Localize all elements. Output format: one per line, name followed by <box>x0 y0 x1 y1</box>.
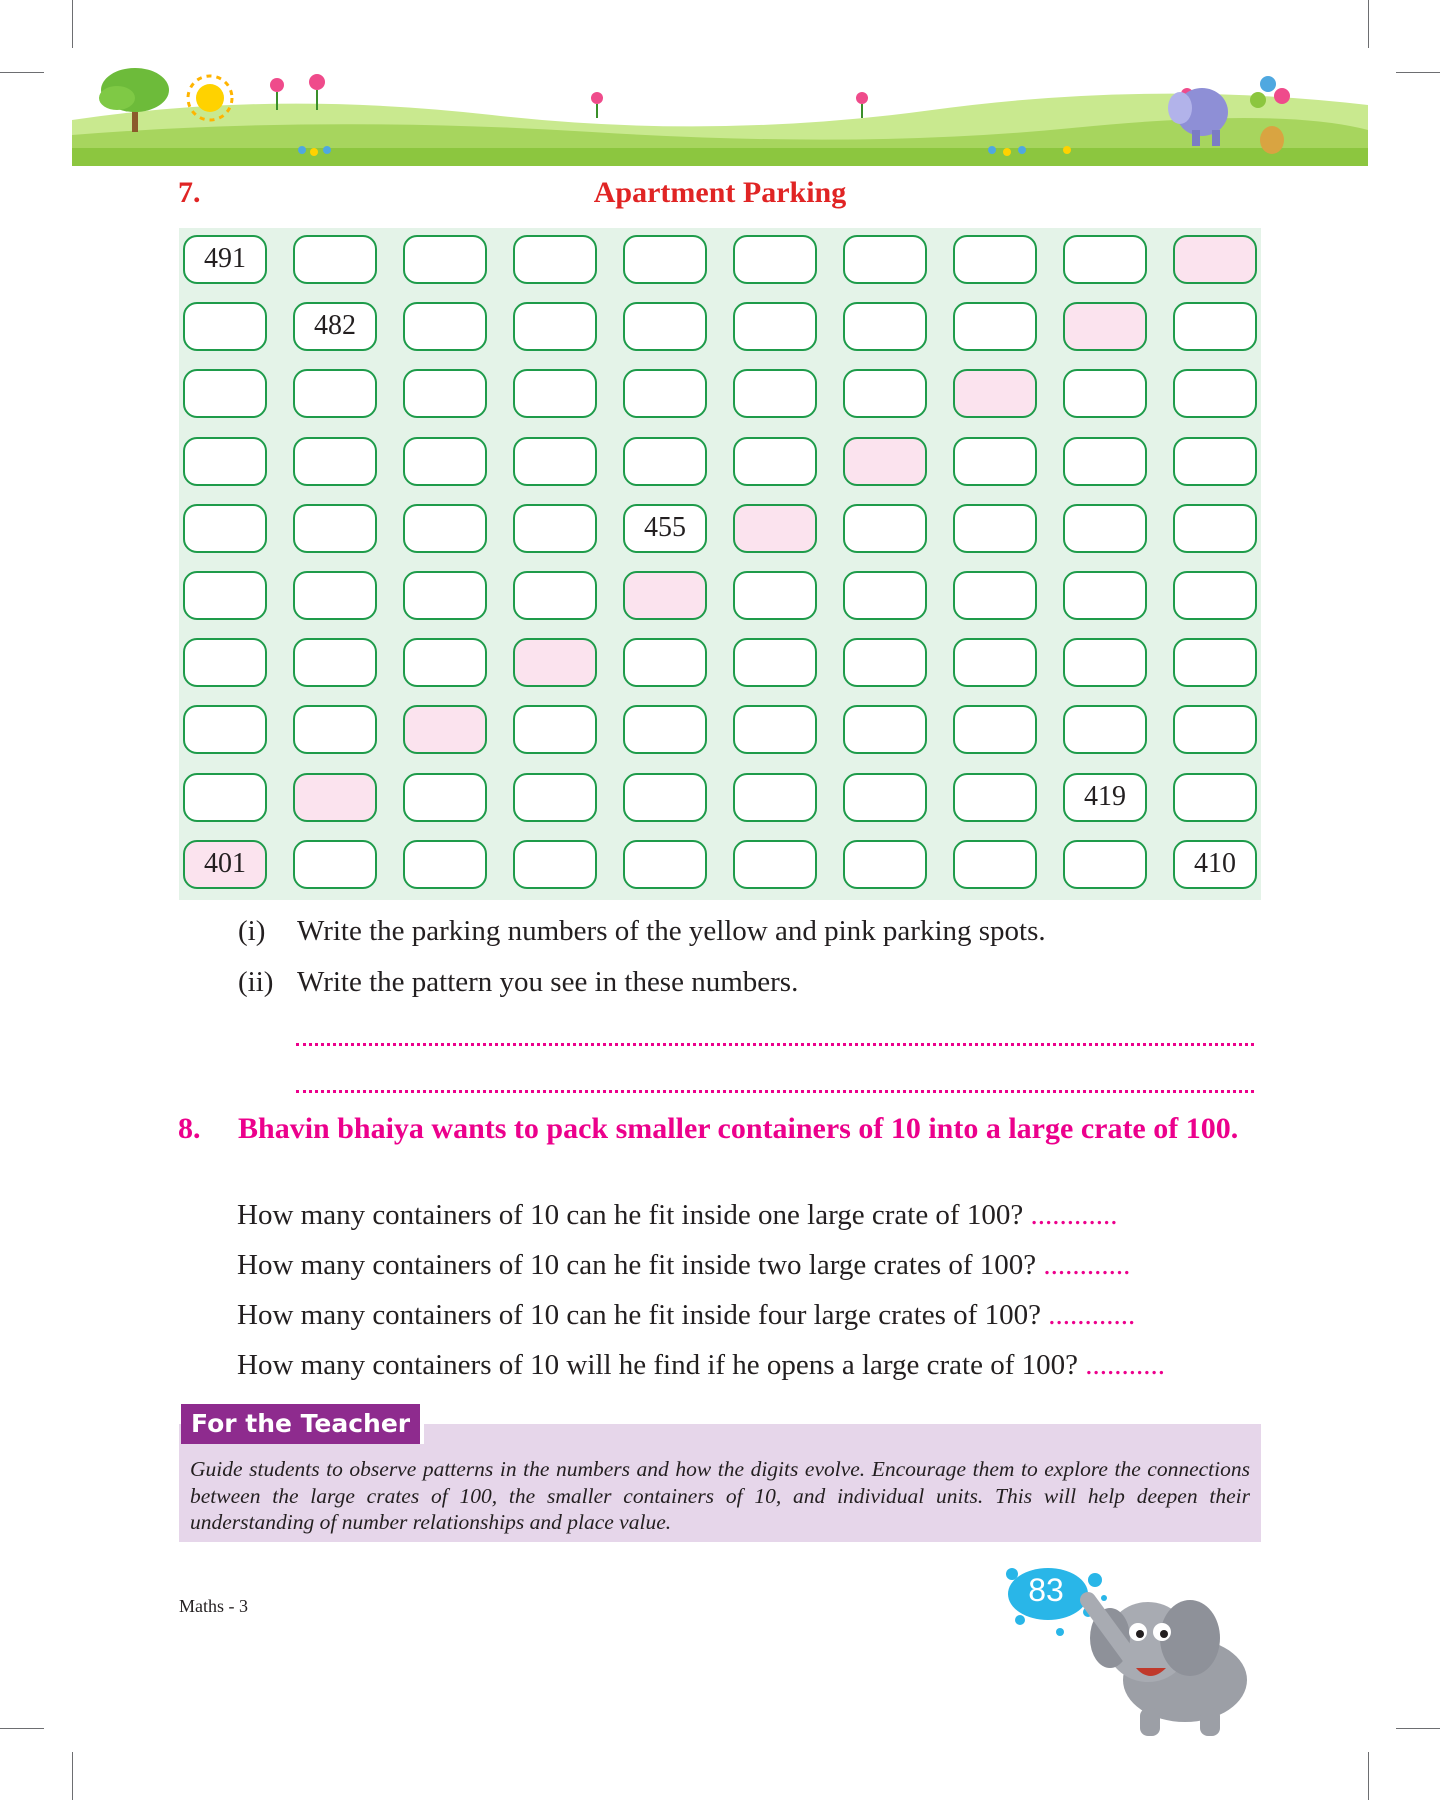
sub-question-ii-label: (ii) <box>238 966 274 998</box>
answer-blank[interactable]: ............ <box>1030 1199 1118 1231</box>
parking-spot[interactable] <box>183 571 267 620</box>
parking-spot[interactable] <box>403 638 487 687</box>
parking-spot[interactable] <box>843 705 927 754</box>
parking-spot[interactable] <box>1173 235 1257 284</box>
question-8-number: 8. <box>178 1112 201 1145</box>
parking-spot[interactable] <box>513 437 597 486</box>
parking-spot[interactable] <box>953 773 1037 822</box>
parking-spot[interactable] <box>513 840 597 889</box>
parking-spot[interactable] <box>1173 369 1257 418</box>
parking-spot[interactable] <box>1173 638 1257 687</box>
parking-spot[interactable] <box>953 369 1037 418</box>
question-8-line-text: How many containers of 10 can he fit inside one large crate of 100? <box>237 1199 1024 1231</box>
parking-spot[interactable] <box>403 840 487 889</box>
crop-mark <box>1368 0 1369 48</box>
parking-spot[interactable] <box>733 638 817 687</box>
parking-spot[interactable] <box>1063 638 1147 687</box>
answer-line[interactable] <box>296 1043 1254 1046</box>
parking-spot[interactable] <box>293 773 377 822</box>
parking-spot[interactable] <box>843 773 927 822</box>
parking-spot[interactable] <box>293 369 377 418</box>
parking-spot[interactable] <box>843 369 927 418</box>
parking-spot[interactable] <box>733 437 817 486</box>
parking-spot[interactable] <box>183 705 267 754</box>
parking-spot[interactable] <box>1173 773 1257 822</box>
parking-spot[interactable] <box>843 638 927 687</box>
page-number: 83 <box>1028 1572 1064 1608</box>
question-8-line <box>237 1199 1117 1232</box>
elephant-mascot-illustration <box>1070 1560 1270 1740</box>
parking-spot[interactable] <box>843 235 927 284</box>
parking-spot[interactable] <box>623 302 707 351</box>
parking-spot[interactable] <box>293 638 377 687</box>
parking-spot[interactable]: 410 <box>1173 840 1257 889</box>
parking-spot[interactable]: 491 <box>183 235 267 284</box>
parking-spot[interactable] <box>733 773 817 822</box>
question-8-line <box>237 1349 1165 1382</box>
parking-spot[interactable] <box>403 437 487 486</box>
parking-spot[interactable] <box>733 369 817 418</box>
parking-spot[interactable] <box>953 705 1037 754</box>
parking-spot[interactable] <box>183 437 267 486</box>
crop-mark <box>0 1728 44 1729</box>
meadow-banner-illustration <box>72 60 1368 166</box>
parking-spot[interactable] <box>513 504 597 553</box>
parking-spot[interactable] <box>733 302 817 351</box>
parking-spot[interactable] <box>403 773 487 822</box>
answer-blank[interactable]: ........... <box>1085 1349 1165 1381</box>
parking-spot[interactable] <box>403 369 487 418</box>
parking-spot[interactable] <box>403 504 487 553</box>
parking-spot[interactable] <box>1063 840 1147 889</box>
answer-line[interactable] <box>296 1090 1254 1093</box>
crop-mark <box>1396 72 1440 73</box>
teacher-note-text: Guide students to observe patterns in the numbers and how the digits evolve. Encourage them to explore the connections between the large crates of 100, the smaller containers of 10, and individual units. This will help deepen their understanding of number relationships and place value. <box>190 1457 1250 1534</box>
parking-spot[interactable] <box>953 302 1037 351</box>
parking-spot[interactable] <box>843 437 927 486</box>
parking-spot[interactable] <box>953 840 1037 889</box>
parking-spot[interactable] <box>953 235 1037 284</box>
book-title-footer: Maths - 3 <box>179 1596 248 1616</box>
parking-spot[interactable] <box>623 840 707 889</box>
parking-spot[interactable] <box>953 504 1037 553</box>
parking-spot[interactable] <box>183 638 267 687</box>
question-8-line-text: How many containers of 10 can he fit inside two large crates of 100? <box>237 1249 1037 1281</box>
parking-spot[interactable] <box>733 705 817 754</box>
crop-mark <box>0 72 44 73</box>
parking-spot[interactable]: 455 <box>623 504 707 553</box>
parking-spot[interactable] <box>183 773 267 822</box>
crop-mark <box>1396 1728 1440 1729</box>
parking-spot[interactable]: 482 <box>293 302 377 351</box>
question-8-line <box>237 1299 1135 1332</box>
teacher-note-label: For the Teacher <box>181 1404 420 1444</box>
sub-question-i-text: Write the parking numbers of the yellow and pink parking spots. <box>297 915 1046 947</box>
parking-spot[interactable] <box>1173 504 1257 553</box>
question-8-line-text: How many containers of 10 can he fit inside four large crates of 100? <box>237 1299 1041 1331</box>
parking-spot[interactable] <box>843 302 927 351</box>
parking-spot[interactable] <box>843 840 927 889</box>
parking-spot[interactable] <box>513 773 597 822</box>
parking-spot[interactable] <box>623 773 707 822</box>
question-7-number: 7. <box>178 176 201 209</box>
parking-spot[interactable] <box>513 638 597 687</box>
parking-spot[interactable] <box>403 705 487 754</box>
parking-spot[interactable] <box>293 504 377 553</box>
parking-spot[interactable] <box>1063 504 1147 553</box>
sub-question-i-label: (i) <box>238 915 266 947</box>
parking-spot[interactable] <box>513 369 597 418</box>
parking-spot[interactable] <box>623 369 707 418</box>
parking-spot[interactable] <box>403 235 487 284</box>
parking-spot[interactable] <box>623 571 707 620</box>
answer-blank[interactable]: ............ <box>1048 1299 1136 1331</box>
parking-spot[interactable] <box>953 571 1037 620</box>
crop-mark <box>1368 1752 1369 1800</box>
parking-spot[interactable] <box>1063 369 1147 418</box>
parking-spot[interactable] <box>513 571 597 620</box>
parking-spot[interactable] <box>183 504 267 553</box>
parking-spot[interactable] <box>1063 437 1147 486</box>
parking-spot[interactable] <box>183 302 267 351</box>
parking-spot[interactable] <box>623 705 707 754</box>
parking-spot[interactable] <box>1173 437 1257 486</box>
parking-spot[interactable] <box>183 369 267 418</box>
parking-spot[interactable]: 419 <box>1063 773 1147 822</box>
parking-spot[interactable] <box>1063 571 1147 620</box>
parking-spot[interactable] <box>1173 705 1257 754</box>
parking-spot[interactable] <box>293 705 377 754</box>
parking-spot[interactable] <box>953 437 1037 486</box>
parking-spot[interactable] <box>733 235 817 284</box>
parking-spot[interactable] <box>293 571 377 620</box>
crop-mark <box>72 0 73 48</box>
parking-spot[interactable] <box>623 638 707 687</box>
parking-spot[interactable] <box>733 840 817 889</box>
parking-spot[interactable] <box>293 235 377 284</box>
parking-spot[interactable] <box>1173 571 1257 620</box>
crop-mark <box>72 1752 73 1800</box>
question-8-title: Bhavin bhaiya wants to pack smaller containers of 10 into a large crate of 100. <box>238 1112 1239 1145</box>
parking-spot[interactable]: 401 <box>183 840 267 889</box>
parking-spot[interactable] <box>403 571 487 620</box>
parking-spot[interactable] <box>513 705 597 754</box>
sub-question-ii-text: Write the pattern you see in these numbers. <box>297 966 799 998</box>
parking-spot[interactable] <box>1063 302 1147 351</box>
parking-spot[interactable] <box>403 302 487 351</box>
parking-spot[interactable] <box>733 571 817 620</box>
parking-spot[interactable] <box>1173 302 1257 351</box>
parking-spot[interactable] <box>733 504 817 553</box>
parking-spot[interactable] <box>843 571 927 620</box>
answer-blank[interactable]: ............ <box>1043 1249 1131 1281</box>
parking-spot[interactable] <box>513 235 597 284</box>
question-8-line-text: How many containers of 10 will he find if he opens a large crate of 100? <box>237 1349 1078 1381</box>
parking-spot[interactable] <box>623 437 707 486</box>
parking-spot[interactable] <box>293 437 377 486</box>
parking-spot[interactable] <box>1063 705 1147 754</box>
parking-spot[interactable] <box>513 302 597 351</box>
parking-spot[interactable] <box>623 235 707 284</box>
parking-spot[interactable] <box>1063 235 1147 284</box>
parking-spot[interactable] <box>953 638 1037 687</box>
apartment-parking-title: Apartment Parking <box>593 176 847 209</box>
parking-spot[interactable] <box>293 840 377 889</box>
parking-spot[interactable] <box>843 504 927 553</box>
question-8-line <box>237 1249 1130 1282</box>
